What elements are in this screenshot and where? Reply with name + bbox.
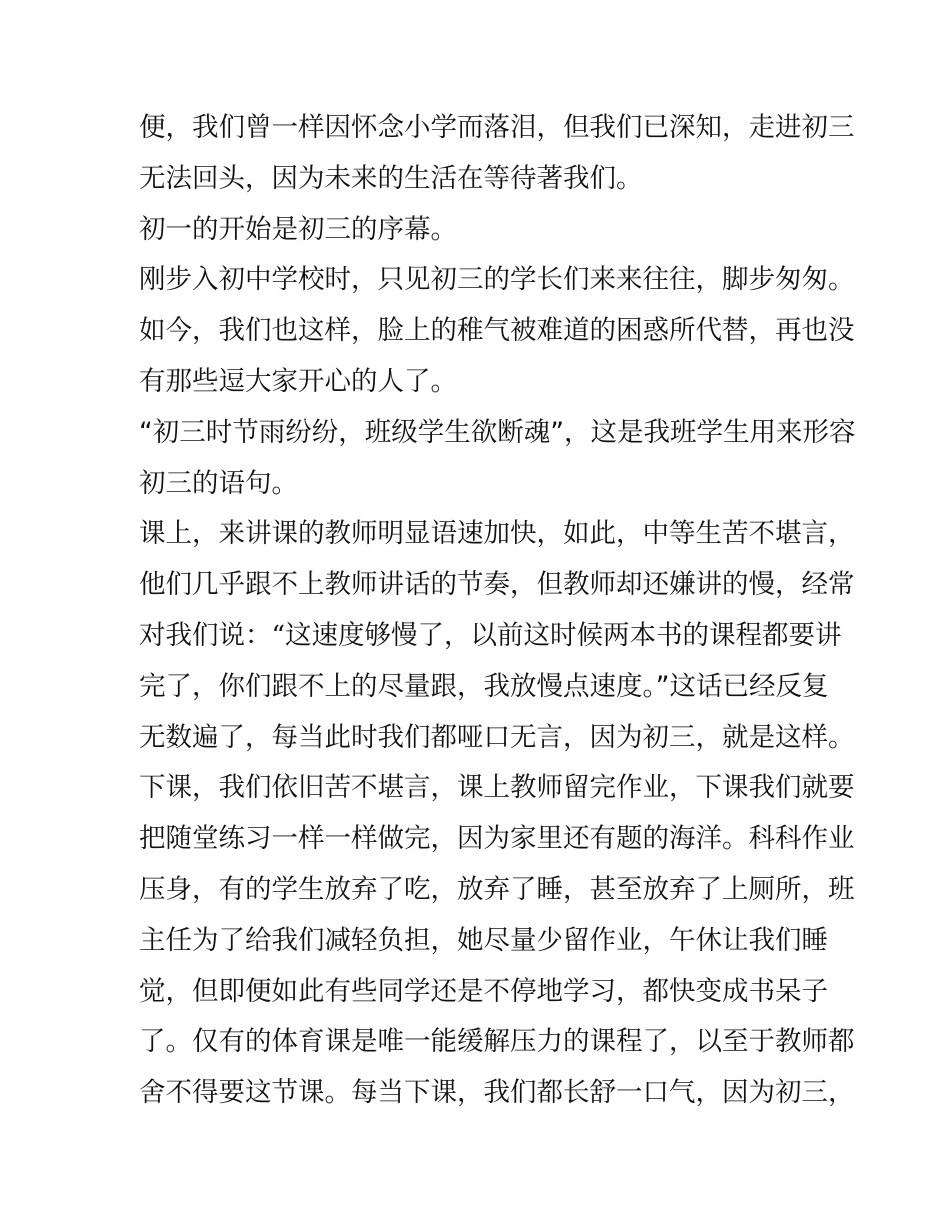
text-line: 无法回头，因为未来的生活在等待著我们。 <box>139 162 643 194</box>
text-line: 如今，我们也这样，脸上的稚气被难道的困惑所代替，再也没 <box>139 315 855 347</box>
text-line: 刚步入初中学校时，只见初三的学长们来来往往，脚步匆匆。 <box>139 264 855 296</box>
text-line: 初三的语句。 <box>139 467 298 499</box>
text-line: 完了，你们跟不上的尽量跟，我放慢点速度。”这话已经反复 <box>139 670 829 702</box>
text-line: 他们几乎跟不上教师讲话的节奏，但教师却还嫌讲的慢，经常 <box>139 569 855 601</box>
text-line: 初一的开始是初三的序幕。 <box>139 213 457 245</box>
text-line: “初三时节雨纷纷，班级学生欲断魂”，这是我班学生用来形容 <box>139 416 856 448</box>
text-line: 压身，有的学生放弃了吃，放弃了睡，甚至放弃了上厕所，班 <box>139 873 855 905</box>
text-line: 把随堂练习一样一样做完，因为家里还有题的海洋。科科作业 <box>139 823 855 855</box>
text-line: 有那些逗大家开心的人了。 <box>139 365 457 397</box>
text-line: 无数遍了，每当此时我们都哑口无言，因为初三，就是这样。 <box>139 721 855 753</box>
text-line: 舍不得要这节课。每当下课，我们都长舒一口气，因为初三， <box>139 1077 855 1109</box>
document-body <box>139 103 856 1119</box>
text-line: 课上，来讲课的教师明显语速加快，如此，中等生苦不堪言， <box>139 518 855 550</box>
text-line: 对我们说：“这速度够慢了，以前这时候两本书的课程都要讲 <box>139 619 842 651</box>
text-line: 下课，我们依旧苦不堪言，课上教师留完作业，下课我们就要 <box>139 772 855 804</box>
text-line: 便，我们曾一样因怀念小学而落泪，但我们已深知，走进初三 <box>139 112 855 143</box>
text-line: 主任为了给我们减轻负担，她尽量少留作业，午休让我们睡 <box>139 924 828 956</box>
text-line: 觉，但即便如此有些同学还是不停地学习，都快变成书呆子 <box>139 975 828 1007</box>
text-line: 了。仅有的体育课是唯一能缓解压力的课程了，以至于教师都 <box>139 1026 855 1058</box>
